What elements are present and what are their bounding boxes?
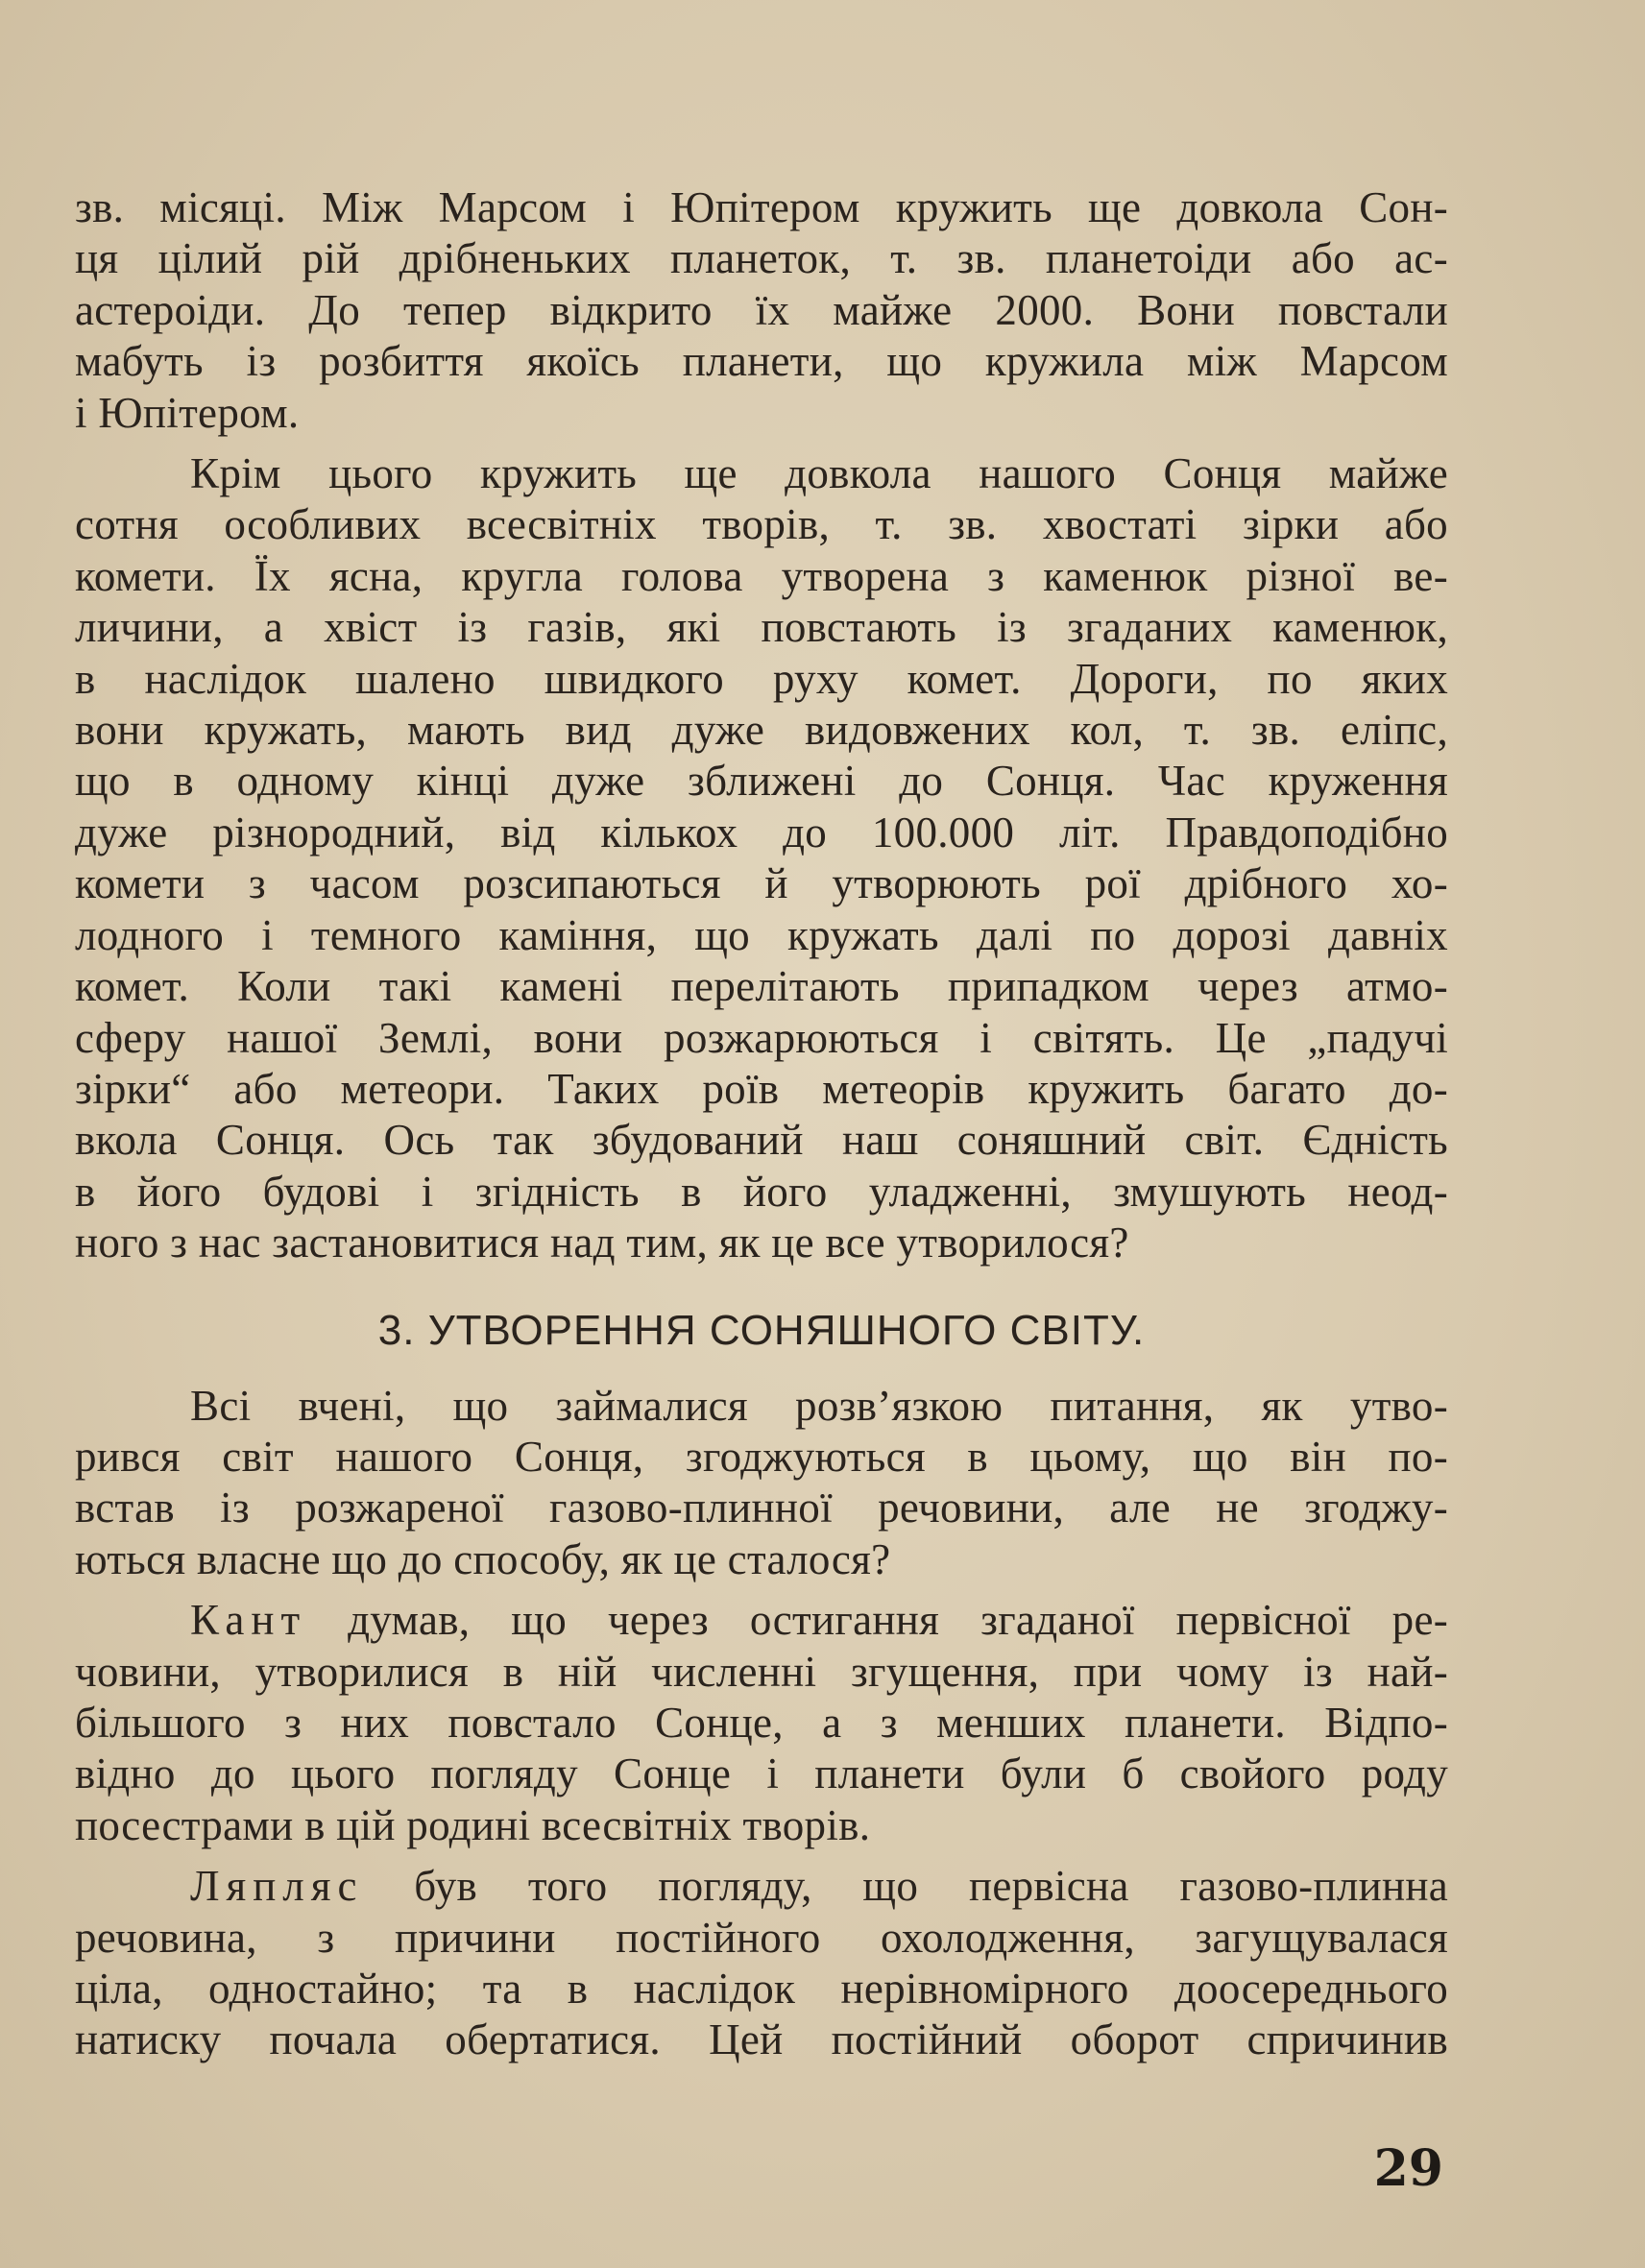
paragraph-kant: [75, 1595, 1448, 1851]
text-line: речовина, з причини постійного охолодження, загущувалася: [75, 1913, 1448, 1962]
text-line: зірки“ або метеори. Таких роїв метеорів кружить багато до-: [75, 1064, 1448, 1113]
text-line: відно до цього погляду Сонце і планети були б свойого роду: [75, 1749, 1448, 1798]
section-heading: 3. УТВОРЕННЯ СОНЯШНОГО СВІТУ.: [377, 1306, 1146, 1354]
text-line: натиску почала обертатися. Цей постійний оборот спричинив: [75, 2015, 1448, 2064]
text-line: дуже різнородний, від кількох до 100.000 літ. Правдоподібно: [75, 808, 1448, 857]
page-number: 29: [1373, 2139, 1443, 2198]
author-name-kant: Кант: [190, 1596, 307, 1645]
text-line: вони кружать, мають вид дуже видовжених кол, т. зв. еліпс,: [75, 706, 1448, 755]
text-line: комети з часом розсипаються й утворюють рої дрібного хо-: [75, 859, 1448, 908]
text-line: зв. місяці. Між Марсом і Юпітером кружить ще довкола Сон-: [75, 183, 1448, 231]
text-line: і Юпітером.: [75, 388, 300, 437]
text-line: ного з нас застановитися над тим, як це все утворилося?: [75, 1218, 1129, 1267]
text-line: ціла, одностайно; та в наслідок нерівномірного доосереднього: [75, 1965, 1448, 2013]
text-line: астероіди. До тепер відкрито їх майже 2000. Вони повстали: [75, 285, 1448, 334]
text-line: ця цілий рій дрібненьких планеток, т. зв. планетоіди або ас-: [75, 234, 1448, 283]
text-line: комети. Їх ясна, кругла голова утворена з каменюк різної ве-: [75, 551, 1448, 600]
text-fragment: був того погляду, що первісна газово-плинна: [363, 1862, 1448, 1911]
text-line: Всі вчені, що займалися розв’язкою питання, як утво-: [190, 1381, 1448, 1430]
text-line: рився світ нашого Сонця, згоджуються в цьому, що він по-: [75, 1432, 1448, 1481]
text-line: мабуть із розбиття якоїсь планети, що кружила між Марсом: [75, 337, 1448, 386]
text-line: [75, 1595, 1448, 1646]
text-fragment: думав, що через остигання згаданої первісної ре-: [306, 1596, 1448, 1645]
text-line: човини, утворилися в ній численні згущення, при чому із най-: [75, 1647, 1448, 1696]
text-line: комет. Коли такі камені перелітають припадком через атмо-: [75, 962, 1448, 1011]
text-line: що в одному кінці дуже зближені до Сонця. Час круження: [75, 757, 1448, 806]
paragraph-laplace: [75, 1861, 1448, 2066]
text-line: лодного і темного каміння, що кружать далі по дорозі давніх: [75, 910, 1448, 959]
text-line: Крім цього кружить ще довкола нашого Сонця майже: [190, 449, 1448, 498]
text-line: вкола Сонця. Ось так збудований наш соняшний світ. Єдність: [75, 1116, 1448, 1165]
text-line: ються власне що до способу, як це сталося?: [75, 1534, 891, 1583]
paragraph-comets: [75, 448, 1448, 1269]
paragraph-scientists: [75, 1381, 1448, 1586]
text-line: [75, 1861, 1448, 1912]
text-line: сферу нашої Землі, вони розжарюються і світять. Це „падучі: [75, 1013, 1448, 1062]
text-line: в його будові і згідність в його уладженні, змушують неод-: [75, 1167, 1448, 1216]
book-page-text: [75, 182, 1448, 2066]
text-line: в наслідок шалено швидкого руху комет. Дороги, по яких: [75, 654, 1448, 703]
text-line: личини, а хвіст із газів, які повстають із згаданих каменюк,: [75, 603, 1448, 652]
author-name-laplace: Ляпляс: [190, 1862, 364, 1911]
paragraph-asteroids: [75, 182, 1448, 439]
text-line: сотня особливих всесвітніх творів, т. зв. хвостаті зірки або: [75, 500, 1448, 549]
text-line: встав із розжареної газово-плинної речовини, але не згоджу-: [75, 1484, 1448, 1532]
text-line: посестрами в цій родині всесвітніх творів.: [75, 1800, 871, 1849]
text-line: більшого з них повстало Сонце, а з менших планети. Відпо-: [75, 1698, 1448, 1747]
